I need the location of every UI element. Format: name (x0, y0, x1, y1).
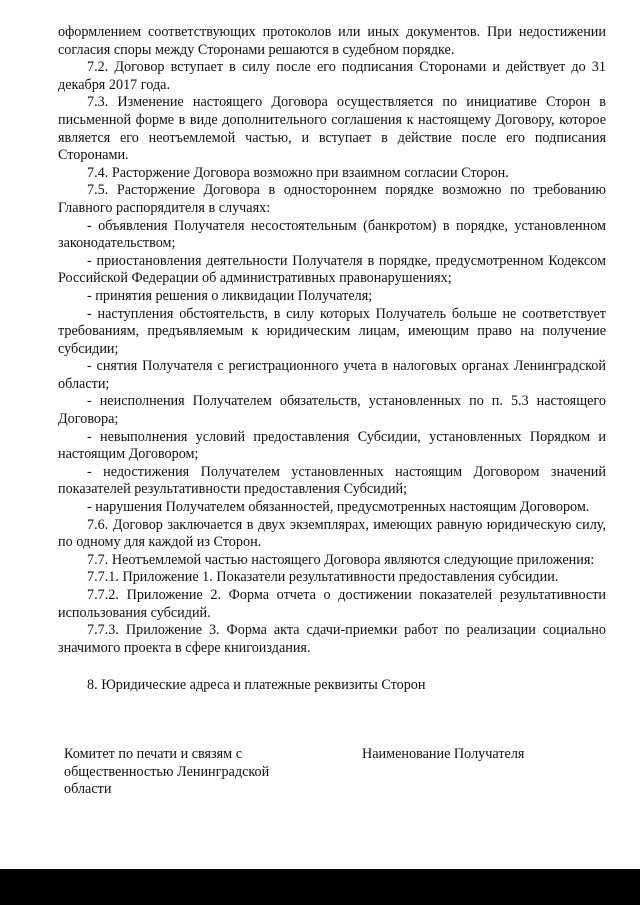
list-item-obligations-violated: - нарушения Получателем обязанностей, предусмотренных настоящим Договором. (87, 499, 590, 516)
list-item-suspension: - приостановления деятельности Получателя в порядке, предусмотренном Кодексом Российской Федерации об административных правонарушениях; (58, 252, 606, 287)
list-item-tax-deregistration: - снятия Получателя с регистрационного учета в налоговых органах Ленинградской области; (58, 358, 606, 392)
signature-party-committee: Комитет по печати и связям с общественностью Ленинградской области (64, 746, 270, 798)
paragraph-7-5: 7.5. Расторжение Договора в одностороннем порядке возможно по требованию Главного распорядителя в случаях: (58, 182, 606, 216)
list-item-indicators-not-achieved: - недостижения Получателем установленных настоящим Договором значений показателей результативности предоставления Субсидий; (58, 463, 606, 498)
list-item-liquidation: - принятия решения о ликвидации Получателя; (87, 287, 373, 304)
list-item-non-fulfillment: - неисполнения Получателем обязательств, установленных по п. 5.3 настоящего Договора; (58, 393, 606, 428)
signature-party-recipient: Наименование Получателя (362, 746, 525, 762)
paragraph-7-7-3: 7.7.3. Приложение 3. Форма акта сдачи-приемки работ по реализации социально значимого проекта в сфере книгоиздания. (58, 622, 606, 656)
document-body (58, 24, 606, 695)
paragraph-7-6: 7.6. Договор заключается в двух экземплярах, имеющих равную юридическую силу, по одному для каждой из Сторон. (58, 516, 606, 551)
scan-bottom-border (0, 869, 640, 905)
paragraph-continuation: оформлением соответствующих протоколов или иных документов. При недостижении согласия споры между Сторонами решаются в судебном порядке. (58, 24, 606, 58)
section-heading: 8. Юридические адреса и платежные реквизиты Сторон (87, 677, 426, 694)
paragraph-7-7-2: 7.7.2. Приложение 2. Форма отчета о достижении показателей результативности использования субсидий. (58, 587, 606, 621)
paragraph-7-3: 7.3. Изменение настоящего Договора осуществляется по инициативе Сторон в письменной форме в виде дополнительного соглашения к настоящему Договору, которое является его неотъемлемой частью, и вступает в действие после его подписания Сторонами. (58, 94, 606, 164)
paragraph-7-4: 7.4. Расторжение Договора возможно при взаимном согласии Сторон. (87, 164, 509, 181)
list-item-bankruptcy: - объявления Получателя несостоятельным (банкротом) в порядке, установленном законодательством; (58, 217, 606, 252)
paragraph-7-7: 7.7. Неотъемлемой частью настоящего Договора являются следующие приложения: (87, 551, 595, 568)
paragraph-7-2: 7.2. Договор вступает в силу после его подписания Сторонами и действует до 31 декабря 2017 года. (58, 59, 606, 93)
list-item-noncompliance: - наступления обстоятельств, в силу которых Получатель больше не соответствует требованиям, предъявляемым к юридическим лицам, имеющим право на получение субсидии; (58, 305, 606, 357)
list-item-conditions-not-met: - невыполнения условий предоставления Субсидии, установленных Порядком и настоящим Договором; (58, 428, 606, 463)
paragraph-7-7-1: 7.7.1. Приложение 1. Показатели результативности предоставления субсидии. (87, 569, 559, 586)
